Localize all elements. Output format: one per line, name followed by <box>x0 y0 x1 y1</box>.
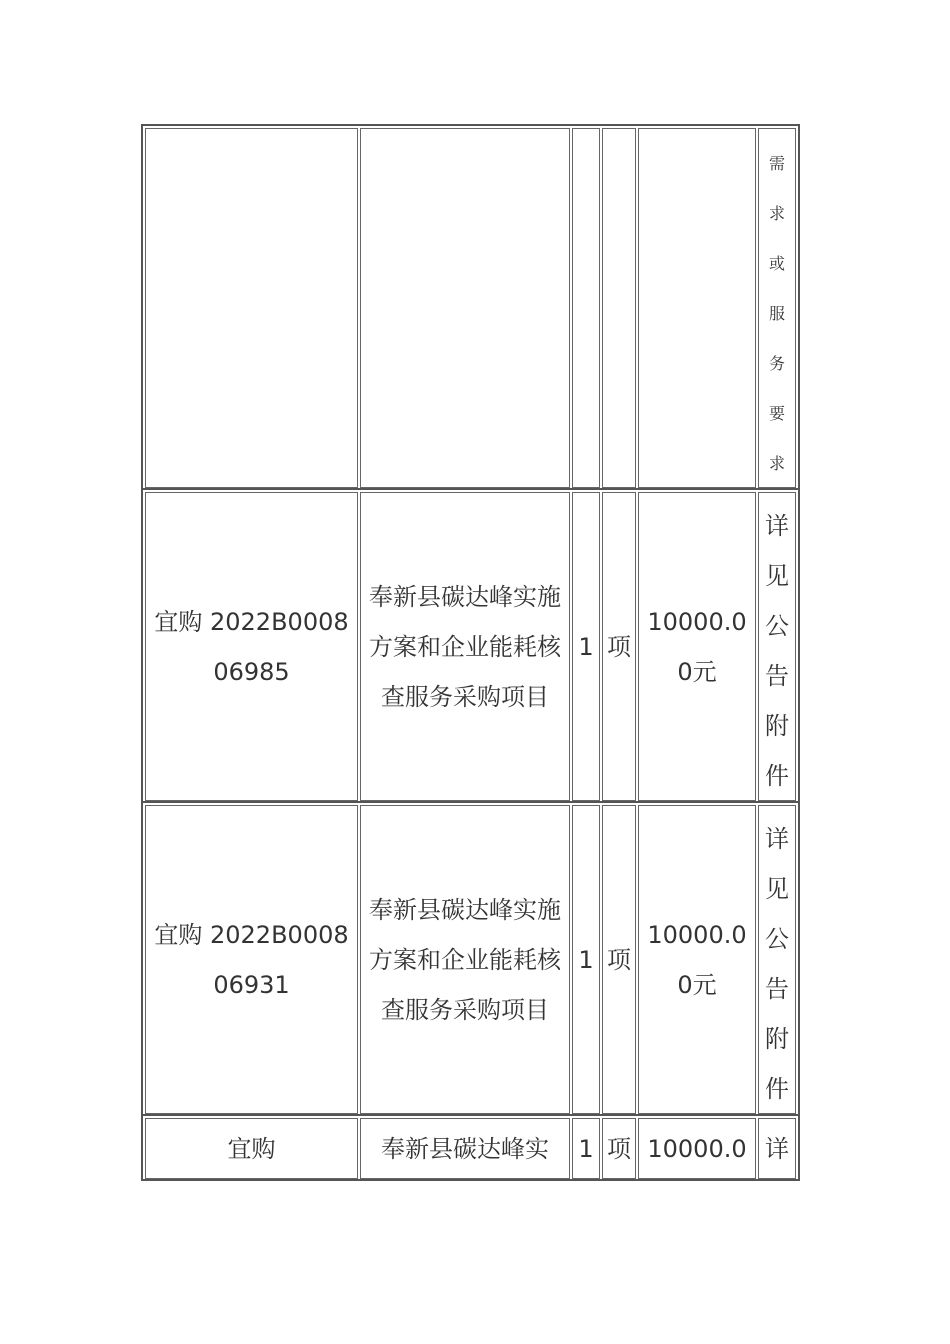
header-code-cell <box>145 128 358 488</box>
unit-cell: 项 <box>602 492 636 801</box>
header-req-char: 务 <box>768 354 785 373</box>
budget-cell: 10000.00元 <box>638 805 756 1114</box>
header-budget-cell <box>638 128 756 488</box>
qty-cell: 1 <box>572 805 600 1114</box>
header-req-char: 求 <box>768 204 785 223</box>
name-cell: 奉新县碳达峰实施方案和企业能耗核查服务采购项目 <box>360 492 570 801</box>
name-cell: 奉新县碳达峰实 <box>360 1118 570 1179</box>
unit-cell: 项 <box>602 1118 636 1179</box>
header-name-cell <box>360 128 570 488</box>
requirement-cell <box>758 1118 796 1179</box>
header-req-char: 需 <box>768 154 785 173</box>
req-char: 见 <box>765 875 789 903</box>
req-char: 公 <box>765 612 789 640</box>
budget-cell: 10000.00元 <box>638 492 756 801</box>
code-cell: 宜购 2022B000806931 <box>145 805 358 1114</box>
qty-cell: 1 <box>572 1118 600 1179</box>
requirement-cell <box>758 805 796 1114</box>
req-char: 见 <box>765 562 789 590</box>
header-req-char: 服 <box>768 304 785 323</box>
req-char: 告 <box>765 975 789 1003</box>
req-char: 公 <box>765 925 789 953</box>
unit-cell: 项 <box>602 805 636 1114</box>
procurement-table <box>141 124 800 1181</box>
name-cell: 奉新县碳达峰实施方案和企业能耗核查服务采购项目 <box>360 805 570 1114</box>
budget-cell: 10000.0 <box>638 1118 756 1179</box>
header-requirement-cell <box>758 128 796 488</box>
qty-cell: 1 <box>572 492 600 801</box>
req-char: 详 <box>765 512 789 540</box>
table-row <box>143 803 798 1114</box>
code-cell: 宜购 <box>145 1118 358 1179</box>
header-qty-cell <box>572 128 600 488</box>
requirement-cell <box>758 492 796 801</box>
table-header-row <box>143 126 798 488</box>
table-row <box>143 1116 798 1179</box>
header-req-char: 或 <box>768 254 785 273</box>
req-char: 件 <box>765 1075 789 1103</box>
req-char: 附 <box>765 712 789 740</box>
header-req-char: 求 <box>768 454 785 473</box>
code-cell: 宜购 2022B000806985 <box>145 492 358 801</box>
header-unit-cell <box>602 128 636 488</box>
header-req-char: 要 <box>768 404 785 423</box>
req-char: 详 <box>765 825 789 853</box>
table-row <box>143 490 798 801</box>
req-char: 告 <box>765 662 789 690</box>
req-char: 件 <box>765 762 789 790</box>
req-char: 附 <box>765 1025 789 1053</box>
req-char: 详 <box>765 1135 789 1163</box>
